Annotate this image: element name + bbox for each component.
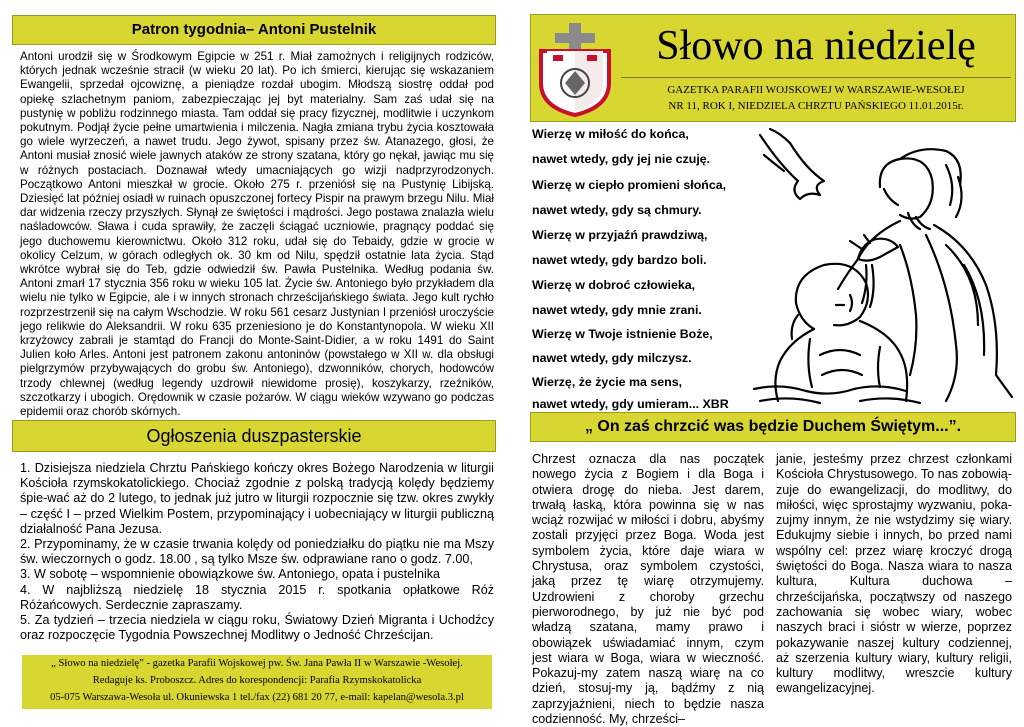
announcement-item: 2. Przypominamy, że w czasie trwania kolędy od poniedziałku do piątku nie ma Mszy św. wieczornych o godz. 18.00 , są tylko Msze św. odprawiane rano o godz. 7.00,	[20, 537, 494, 567]
poem-line: Wierzę w Twoje istnienie Boże,	[532, 327, 713, 341]
announcement-item: 4. W najbliższą niedzielę 18 stycznia 2015 r. spotkania opłatkowe Róż Różańcowych. Serdecznie zapraszamy.	[20, 582, 494, 612]
reflection-column-left: Chrzest oznacza dla nas początek nowego życia z Bogiem i dla Boga i otwiera drogę do nieba. Jest darem, trwałą łaską, która powinna się w nas wciąż rozwijać w miłości i dobru, abyśmy zostali przyjęci przez Boga. Woda jest symbolem życia, które daje wiara w Chrystusa, oraz symbolem czystości, jaką przez tę wiarę otrzymujemy. Uzdrowieni z choroby grzechu pierworodnego, by już nie być pod władzą szatana, mamy prawo i obowiązek uświadamiać innym, czym jest wiara w Boga, wiara w wieczność. Pokazuj-my zatem naszą wiarę na co dzień, stosuj-my ją, bądźmy z nią zaprzyjaźnieni, niech to będzie nasza codzienność. My, chrześci–	[532, 452, 764, 727]
poem-line: nawet wtedy, gdy milczysz.	[532, 351, 692, 365]
footer-line: Redaguje ks. Proboszcz. Adres do korespondencji: Parafia Rzymskokatolicka	[92, 675, 422, 686]
patron-heading: Patron tygodnia– Antoni Pustelnik	[12, 15, 496, 45]
poem-line: Wierzę w przyjaźń prawdziwą,	[532, 228, 708, 242]
newsletter-title: Słowo na niedzielę	[656, 23, 976, 69]
announcement-item: 5. Za tydzień – trzecia niedziela w ciągu roku, Światowy Dzień Migranta i Uchodźcy oraz rozpoczęcie Tygodnia Powszechnej Modlitwy o Jedność Chrześcijan.	[20, 613, 494, 643]
footer-line: 05-075 Warszawa-Wesoła ul. Okuniewska 1 tel./fax (22) 681 20 77, e-mail: kapelan@wesola.3.pl	[50, 692, 464, 703]
newsletter-subtitle: GAZETKA PARAFII WOJSKOWEJ W WARSZAWIE-WESOŁEJ	[667, 84, 965, 96]
patron-article: Antoni urodził się w Środkowym Egipcie w 251 r. Miał zamożnych i religijnych rodziców, których jednak wcześnie stracił (w wieku 20 lat). Po ich śmierci, kierując się wskazaniem Ewangelii, sprzedał ojcowiznę, a pieniądze rozdał ubogim. Młodszą siostrę oddał pod opiekę szlachetnym paniom, zabezpieczając jej byt materialny. Sam zaś udał się na pustynię w pobliżu rodzinnego miasta. Tam oddał się pracy fizycznej, modlitwie i uczynkom pokutnym. Podjął życie pełne umartwienia i milczenia. Nagła zmiana trybu życia kosztowała go wiele wyrzeczeń, a nawet trudu. Jego żywot, spisany przez św. Atanazego, głosi, że Antoni musiał znosić wiele jawnych ataków ze strony szatana, który go nękał, jawiąc mu się w różnych postaciach. Doznawał wtedy umacniających go wizji nadprzyrodzonych. Początkowo Antoni mieszkał w grocie. Około 275 r. przeniósł się na Pustynię Libijską. Dziesięć lat później osiadł w ruinach opuszczonej fortecy Pispir na prawym brzegu Nilu. Miał dar widzenia rzeczy przyszłych. Słynął ze świętości i mądrości. Jego postawa znalazła wielu naśladowców. Sława i cuda sprawiły, że zaczęli ściągać uczniowie, pragnący poddać się jego duchowemu kierownictwu. Około 312 roku, udał się do Tebaidy, gdzie w grocie w okolicy Celzum, w górach odległych ok. 30 km od Nilu, spędził ostatnie lata życia. Stąd wkrótce wybrał się do Teb, gdzie odwiedził św. Pawła Pustelnika. Według podania św. Antoni zmarł 17 stycznia 356 roku w wieku 105 lat. Życie św. Antoniego było przykładem dla wielu nie tylko w Egipcie, ale i w innych stronach chrześcijańskiego świata. Jego kult rychło rozprzestrzenił się na całym Wschodzie. W roku 561 cesarz Justynian I przeniósł uroczyście jego relikwie do Aleksandrii. W roku 635 przeniesiono je do Konstantynopola. W wieku XII krzyżowcy zabrali je stamtąd do Francji do Monte-Saint-Didier, a w roku 1491 do Saint Julien koło Arles. Antoni jest patronem zakonu antoninów (powstałego w XII w. dla obsługi pielgrzymów przybywających do grobu św. Antoniego), dzwonników, chorych, hodowców trzody chlewnej (według legendy uzdrowił niewidome prosię), koszykarzy, rzeźników, szczotkarzy i ubogich. Orędownik w czasie pożarów. W ciągu wieków wzywano go podczas epidemii oraz chorób skórnych.	[20, 50, 494, 419]
poem-line: nawet wtedy, gdy jej nie czuję.	[532, 152, 711, 166]
poem-line: Wierzę, że życie ma sens,	[532, 375, 683, 389]
poem-line: nawet wtedy, gdy bardzo boli.	[532, 253, 707, 267]
footer-line: „ Słowo na niedzielę” - gazetka Parafii Wojskowej pw. Św. Jana Pawła II w Warszawie -Wesołej.	[51, 658, 463, 669]
reflection-column-right: janie, jesteśmy przez chrzest członkami Kościoła Chrystusowego. To nas zobowią-zuje do ewangelizacji, do modlitwy, do miłości, więc sprostajmy wyzwaniu, poka-zujmy innym, że nie wstydzimy się wiary. Edukujmy siebie i innych, bo przed nami wspólny cel: przez wiarę kroczyć drogą świętości do Boga. Nasza wiara to nasza kultura, Kultura duchowa – chrześcijańska, początwszy od naszego zachowania się wobec wiary, wobec naszych braci i sióstr w wierze, poprzez pokazywanie naszej kultury codziennej, aż szerzenia kultury wiary, kultury religii, kultury modlitwy, wreszcie kultury ewangelizacyjnej.	[776, 452, 1012, 696]
poem-line: nawet wtedy, gdy są chmury.	[532, 203, 702, 217]
parish-emblem-icon	[535, 21, 615, 117]
footer-box	[22, 655, 492, 709]
announcements-list	[20, 461, 494, 643]
poem-line: Wierzę w dobroć człowieka,	[532, 278, 696, 292]
poem-line: nawet wtedy, gdy umieram... XBR	[532, 397, 729, 411]
baptism-illustration	[750, 125, 1020, 405]
masthead	[530, 14, 1016, 122]
poem-line: Wierzę w ciepło promieni słońca,	[532, 178, 727, 192]
reflection-heading: „ On zaś chrzcić was będzie Duchem Świętym...”.	[530, 412, 1016, 442]
announcements-heading: Ogłoszenia duszpasterskie	[12, 420, 496, 452]
poem-line: Wierzę w miłość do końca,	[532, 127, 689, 141]
announcement-item: 1. Dzisiejsza niedziela Chrztu Pańskiego kończy okres Bożego Narodzenia w liturgii Kościoła rzymskokatolickiego. Chociaż zgodnie z polską tradycją kolędy będziemy śpie-wać aż do 2 lutego, to jednak już jutro w liturgii rozpocznie się tzw. okres zwykły – część I – przed Wielkim Postem, przypominający i uobecniający w liturgii publiczną działalność Pana Jezusa.	[20, 461, 494, 536]
title-divider	[621, 77, 1011, 78]
issue-info: NR 11, ROK I, NIEDZIELA CHRZTU PAŃSKIEGO 11.01.2015r.	[668, 100, 964, 112]
poem-line: nawet wtedy, gdy mnie zrani.	[532, 303, 702, 317]
announcement-item: 3. W sobotę – wspomnienie obowiązkowe św. Antoniego, opata i pustelnika	[20, 567, 441, 582]
